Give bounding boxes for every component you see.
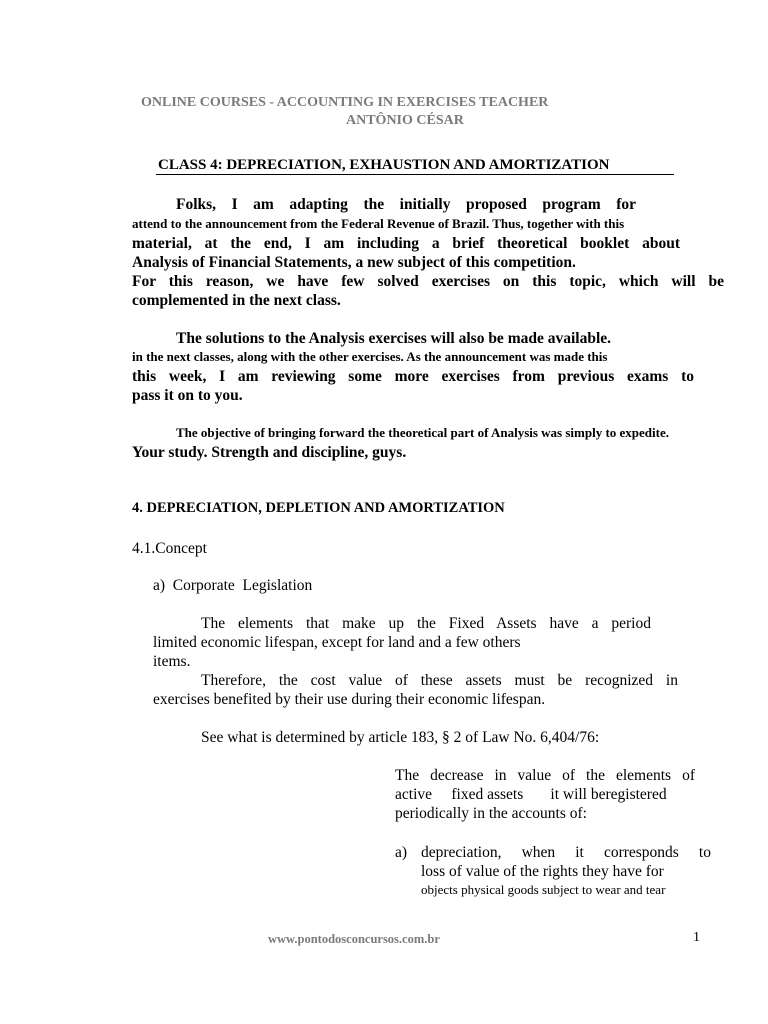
concept-subheading: 4.1.Concept — [132, 540, 207, 557]
intro-p1-line4: Analysis of Financial Statements, a new subject of this competition. — [132, 254, 576, 271]
page-number: 1 — [693, 930, 700, 945]
corporate-legislation-subheading: a) Corporate Legislation — [153, 577, 313, 594]
quote-line2: active fixed assets it will beregistered — [395, 786, 667, 803]
intro-p1-line5: For this reason, we have few solved exercises on this topic, which will be — [132, 273, 724, 290]
intro-p1-line3: material, at the end, I am including a brief theoretical booklet about — [132, 235, 680, 252]
intro-p2-line1: The solutions to the Analysis exercises will also be made available. — [176, 330, 612, 347]
item-a-line3: objects physical goods subject to wear and tear — [421, 882, 666, 897]
quote-line1: The decrease in value of the elements of — [395, 767, 695, 784]
intro-p1-line2: attend to the announcement from the Federal Revenue of Brazil. Thus, together with this — [132, 216, 625, 231]
item-a-marker: a) — [395, 844, 408, 861]
class-title: CLASS 4: DEPRECIATION, EXHAUSTION AND AMORTIZATION — [158, 157, 610, 173]
body-line1: The elements that make up the Fixed Assets have a period — [201, 615, 651, 632]
law-reference: See what is determined by article 183, § 2 of Law No. 6,404/76: — [201, 729, 600, 746]
intro-p2-line2: in the next classes, along with the other exercises. As the announcement was made this — [132, 349, 608, 364]
intro-p3-line2: Your study. Strength and discipline, guys. — [132, 444, 407, 461]
body-line5: exercises benefited by their use during their economic lifespan. — [153, 691, 546, 708]
body-line3: items. — [153, 653, 191, 670]
body-line2: limited economic lifespan, except for land and a few others — [153, 634, 521, 651]
intro-p2-line3: this week, I am reviewing some more exercises from previous exams to — [132, 368, 694, 385]
item-a-line1: depreciation, when it corresponds to — [421, 844, 711, 861]
footer-url: www.pontodosconcursos.com.br — [268, 932, 440, 946]
item-a-line2: loss of value of the rights they have for — [421, 863, 664, 880]
body-line4: Therefore, the cost value of these assets must be recognized in — [201, 672, 678, 689]
intro-p1-line6: complemented in the next class. — [132, 292, 341, 309]
course-header-line2: ANTÔNIO CÉSAR — [346, 113, 464, 128]
course-header-line1: ONLINE COURSES - ACCOUNTING IN EXERCISES TEACHER — [141, 95, 549, 110]
intro-p2-line4: pass it on to you. — [132, 387, 243, 404]
quote-line3: periodically in the accounts of: — [395, 805, 587, 822]
section-heading: 4. DEPRECIATION, DEPLETION AND AMORTIZATION — [132, 500, 505, 516]
intro-p3-line1: The objective of bringing forward the theoretical part of Analysis was simply to expedite. — [176, 425, 669, 440]
intro-p1-line1: Folks, I am adapting the initially proposed program for — [176, 196, 636, 213]
class-title-underline — [156, 174, 674, 175]
